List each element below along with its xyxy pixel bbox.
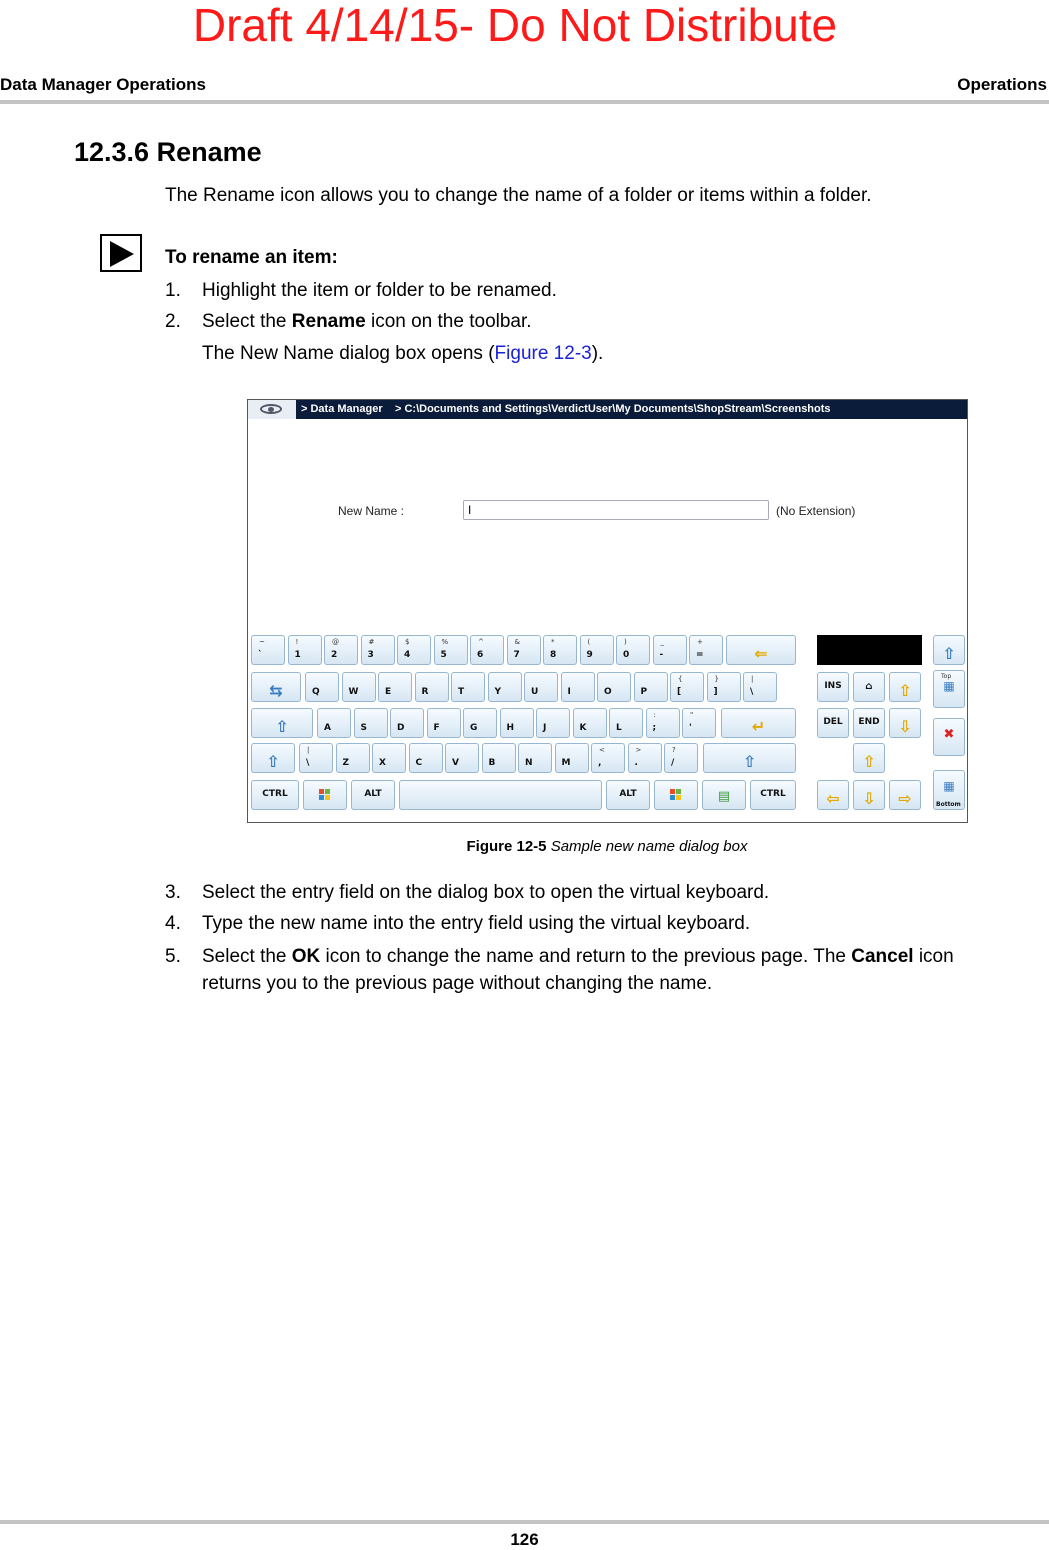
step-text [202,946,954,968]
key-4[interactable] [397,635,431,665]
key-N[interactable] [518,743,552,773]
key-shift-label: ~ [259,638,265,646]
keyboard-display-area [817,635,922,665]
key-label: \ [750,687,754,697]
key-G[interactable] [463,708,497,738]
key-=[interactable] [689,635,723,665]
key-label: 9 [586,650,593,660]
key-label: ; [652,723,657,733]
arrow-down-icon: ⇩ [862,789,876,808]
key-0[interactable] [616,635,650,665]
backspace-arrow-icon: ⇐ [754,644,768,663]
left-shift-key[interactable] [251,743,295,773]
page-down-key[interactable] [889,708,921,738]
key-label: A [324,723,331,733]
key-label: ' [689,723,692,733]
key-R[interactable] [415,672,449,702]
keyboard-bottom-icon: ▦ [943,779,955,793]
windows-logo-icon [304,789,346,804]
footer-rule [0,1520,1049,1524]
draft-watermark: Draft 4/14/15- Do Not Distribute [192,0,838,51]
key-7[interactable] [507,635,541,665]
key-label: \ [306,758,310,768]
step-bold-cancel: Cancel [851,946,914,967]
key-label: / [671,758,675,768]
section-title: Rename [156,137,262,167]
key-O[interactable] [597,672,631,702]
arrow-up-icon: ⇧ [862,752,876,771]
key-J[interactable] [536,708,570,738]
key-'[interactable] [682,708,716,738]
home-icon: ⌂ [865,681,873,692]
shift-arrow-icon: ⇧ [266,752,280,771]
menu-key[interactable] [702,780,746,810]
right-alt-key[interactable] [606,780,650,810]
step-text [202,311,532,333]
header-section-title: Operations [957,75,1047,94]
section-number: 12.3.6 [74,137,150,167]
arrow-left-icon: ⇦ [826,789,840,808]
key-C[interactable] [409,743,443,773]
page-down-arrow-icon: ⇩ [898,717,912,736]
key-shift-label: $ [405,638,410,646]
key-shift-label: * [551,638,555,646]
key-K[interactable] [573,708,607,738]
key-3[interactable] [361,635,395,665]
keyboard-bottom-key[interactable] [933,770,965,810]
key-E[interactable] [378,672,412,702]
key-label: P [640,687,648,697]
key-label: T [458,687,465,697]
step-text-line2: returns you to the previous page without changing the name. [202,973,713,994]
page-up-key[interactable] [889,672,921,702]
result-text-post: ). [591,343,604,364]
key-label: 2 [331,650,338,660]
key--[interactable] [653,635,687,665]
windows-logo-icon [655,789,697,804]
new-name-label: New Name : [338,504,405,518]
page-up-arrow-icon: ⇧ [898,681,912,700]
key-shift-label: > [635,746,642,754]
key-A[interactable] [317,708,351,738]
key-label: - [659,650,664,660]
key-[[interactable] [670,672,704,702]
caps-lock-key[interactable] [251,708,313,738]
arrow-right-key[interactable] [889,780,921,810]
step-text-post: icon [913,946,954,967]
backspace-key[interactable] [726,635,796,665]
key-label: G [470,723,478,733]
key-X[interactable] [372,743,406,773]
key-\[interactable] [299,743,333,773]
key-8[interactable] [543,635,577,665]
key-label: , [598,758,602,768]
key-shift-label: ( [587,638,591,646]
figure-title-bar [248,400,967,419]
key-label: X [379,758,386,768]
tab-arrows-icon: ⇆ [269,681,283,700]
key-shift-label: : [653,711,656,719]
step-text-pre: Select the [202,311,292,332]
key-][interactable] [707,672,741,702]
figure-caption [0,838,1049,855]
key-shift-label: { [678,675,683,683]
insert-key[interactable] [817,672,849,702]
intro-paragraph: The Rename icon allows you to change the name of a folder or items within a folder. [165,185,872,206]
right-ctrl-key[interactable] [750,780,796,810]
step-bold-term: Rename [291,311,366,332]
key-P[interactable] [634,672,668,702]
key-label: INS [824,681,842,691]
step-text: Type the new name into the entry field using the virtual keyboard. [202,913,751,934]
keyboard-top-icon: ▦ [943,679,955,693]
header-chapter-title: Data Manager Operations [0,75,206,94]
key-shift-label: } [714,675,719,683]
keyboard-top-label: Top [941,673,952,680]
keyboard-move-up-key[interactable] [933,635,965,665]
key-.[interactable] [628,743,662,773]
key-label: I [567,687,571,697]
caption-text: Sample new name dialog box [546,838,748,855]
key-label: D [397,723,405,733]
key-shift-label: _ [660,638,664,646]
left-alt-key[interactable] [351,780,395,810]
key-label: . [634,758,638,768]
key-shift-label: ? [672,746,676,754]
key-shift-label: < [599,746,605,754]
key-shift-label: # [368,638,375,646]
key-F[interactable] [427,708,461,738]
key-2[interactable] [324,635,358,665]
shift-arrow-icon: ⇧ [742,752,757,771]
key-B[interactable] [482,743,516,773]
key-,[interactable] [591,743,625,773]
key-label: 1 [294,650,301,660]
arrow-up-key[interactable] [853,743,885,773]
tab-key[interactable] [251,672,301,702]
key-label: 4 [404,650,411,660]
key-Q[interactable] [305,672,339,702]
right-shift-key[interactable] [703,743,796,773]
key-I[interactable] [561,672,595,702]
left-ctrl-key[interactable] [251,780,299,810]
step-text: Highlight the item or folder to be renamed. [202,280,557,301]
header-rule [0,100,1049,104]
key-shift-label: @ [332,638,339,646]
right-windows-key[interactable] [654,780,698,810]
key-shift-label: " [690,711,694,719]
key-label: S [360,723,367,733]
step-result [202,343,603,365]
key-\[interactable] [743,672,777,702]
app-logo-icon [248,400,296,419]
close-keyboard-key[interactable] [933,718,965,756]
key-V[interactable] [445,743,479,773]
key-T[interactable] [451,672,485,702]
key-label: C [415,758,423,768]
key-label: ALT [364,789,382,799]
key-shift-label: | [307,746,310,754]
key-/[interactable] [664,743,698,773]
result-text-pre: The New Name dialog box opens ( [202,343,495,364]
key-5[interactable] [434,635,468,665]
enter-key[interactable] [721,708,796,738]
close-keyboard-icon: ✖ [943,727,955,742]
space-key[interactable] [399,780,602,810]
key-label: F [433,723,440,733]
key-label: J [543,723,547,733]
key-shift-label: % [441,638,449,646]
step-text-post: icon on the toolbar. [365,311,532,332]
key-label: Z [342,758,350,768]
key-label: 6 [477,650,484,660]
rename-dialog-figure [247,399,968,823]
caps-lock-icon: ⇧ [275,717,289,736]
step-number: 5. [165,946,181,967]
key-label: ` [258,650,263,660]
arrow-left-key[interactable] [817,780,849,810]
key-label: M [561,758,571,768]
breadcrumb-data-manager: > Data Manager [301,403,383,415]
key-shift-label: ^ [478,638,484,646]
key-`[interactable] [251,635,285,665]
key-label: K [579,723,587,733]
key-1[interactable] [288,635,322,665]
arrow-right-icon: ⇨ [898,789,912,808]
key-label: E [385,687,392,697]
step-number: 1. [165,280,181,301]
key-Y[interactable] [488,672,522,702]
procedure-title: To rename an item: [165,247,338,268]
key-H[interactable] [500,708,534,738]
key-D[interactable] [390,708,424,738]
key-9[interactable] [580,635,614,665]
key-label: DEL [823,717,843,727]
procedure-arrow-icon [100,234,142,272]
key-label: L [616,723,622,733]
key-label: N [525,758,533,768]
key-label: 0 [623,650,630,660]
key-label: Y [494,687,502,697]
key-label: [ [677,687,682,697]
keyboard-top-key[interactable] [933,670,965,708]
step-number: 3. [165,882,181,903]
step-number: 4. [165,913,181,934]
key-W[interactable] [342,672,376,702]
key-label: V [452,758,459,768]
step-bold-ok: OK [291,946,321,967]
step-number: 2. [165,311,181,332]
key-label: W [348,687,359,697]
key-label: R [421,687,429,697]
delete-key[interactable] [817,708,849,738]
key-shift-label: ! [295,638,299,646]
key-label: ALT [619,789,637,799]
key-6[interactable] [470,635,504,665]
key-label: U [531,687,539,697]
key-label: END [858,717,880,727]
end-key[interactable] [853,708,885,738]
key-shift-label: & [514,638,520,646]
key-U[interactable] [524,672,558,702]
key-label: = [696,650,704,660]
keyboard-bottom-label: Bottom [936,801,961,808]
key-label: CTRL [262,789,288,799]
key-shift-label: | [751,675,754,683]
key-M[interactable] [555,743,589,773]
key-L[interactable] [609,708,643,738]
key-;[interactable] [646,708,680,738]
arrow-down-key[interactable] [853,780,885,810]
key-shift-label: + [697,638,703,646]
step-text-pre: Select the [202,946,292,967]
home-key[interactable] [853,672,885,702]
page-number: 126 [510,1530,539,1549]
step-text: Select the entry field on the dialog box to open the virtual keyboard. [202,882,770,903]
section-heading [74,137,262,168]
key-label: 5 [440,650,447,660]
key-Z[interactable] [336,743,370,773]
caption-label: Figure 12-5 [466,838,547,855]
key-label: B [488,758,496,768]
key-shift-label: ) [624,638,627,646]
key-label: 8 [550,650,557,660]
left-windows-key[interactable] [303,780,347,810]
key-label: CTRL [760,789,786,799]
menu-icon: ▤ [717,789,731,804]
key-label: O [604,687,612,697]
key-label: ] [713,687,718,697]
key-label: H [506,723,515,733]
new-name-input[interactable]: I [463,500,769,520]
key-S[interactable] [354,708,388,738]
key-label: 3 [367,650,374,660]
enter-arrow-icon: ↵ [751,717,766,736]
breadcrumb-path: > C:\Documents and Settings\VerdictUser\My Documents\ShopStream\Screenshots [395,403,831,415]
extension-note: (No Extension) [776,504,856,518]
figure-link[interactable]: Figure 12-3 [494,343,592,364]
key-label: Q [312,687,320,697]
step-text-mid: icon to change the name and return to the previous page. The [320,946,852,967]
key-label: 7 [513,650,520,660]
keyboard-move-up-icon: ⇧ [942,644,956,663]
